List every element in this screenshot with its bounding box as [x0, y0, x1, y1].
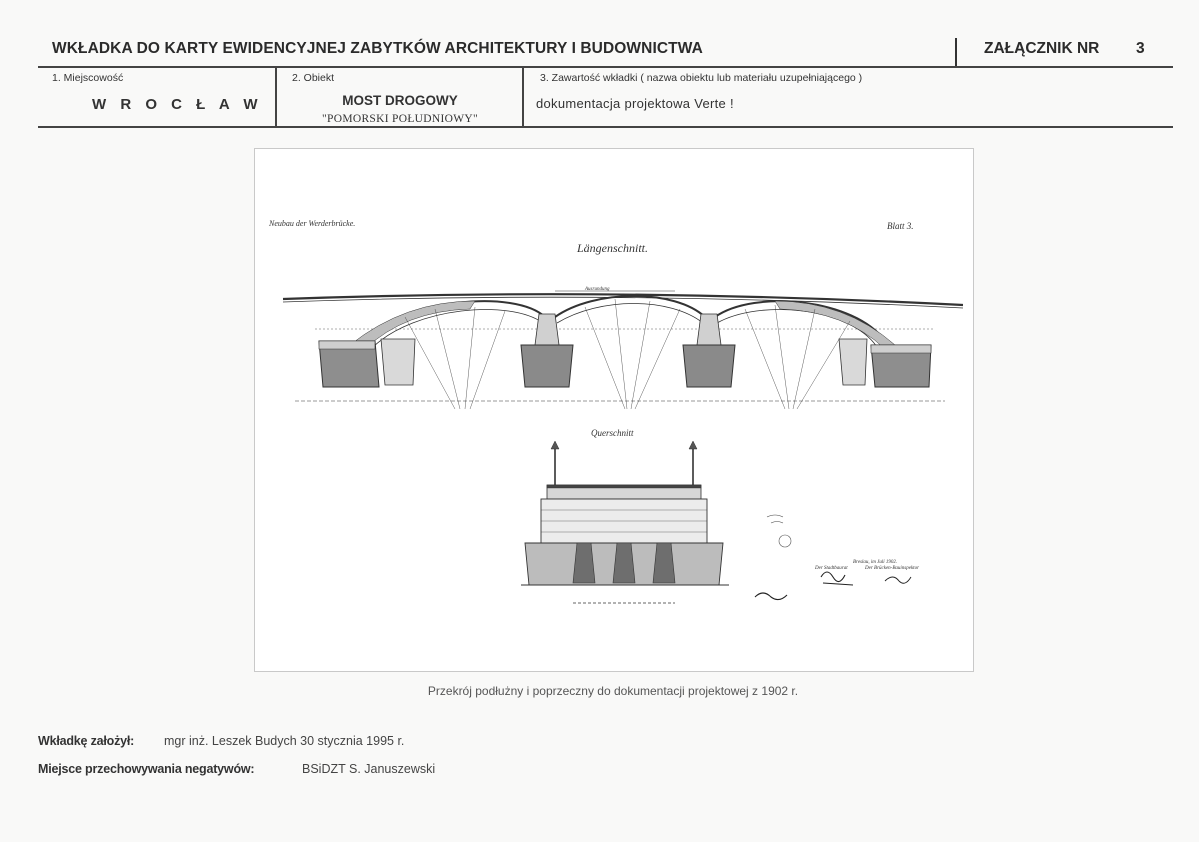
negatives-label: Miejsce przechowywania negatywów:: [38, 762, 255, 776]
object-label: 2. Obiekt: [292, 72, 335, 84]
founder-label: Wkładkę założył:: [38, 734, 135, 748]
locality-label: 1. Miejscowość: [52, 72, 124, 84]
object-subtitle: "POMORSKI POŁUDNIOWY": [322, 113, 478, 125]
longitudinal-title: Längenschnitt.: [577, 241, 648, 255]
deck-label: Ausrundung: [585, 287, 610, 292]
bridge-drawing-svg: [255, 149, 973, 671]
signature-mark: [885, 577, 911, 583]
field-divider-1: [275, 67, 277, 127]
drawing-caption: Przekrój podłużny i poprzeczny do dokumentacji projektowej z 1902 r.: [427, 684, 799, 698]
locality-value: W R O C Ł A W: [92, 96, 263, 113]
longitudinal-section: [283, 287, 963, 409]
field-divider-2: [522, 67, 524, 127]
header-rule: [38, 66, 1173, 68]
signature-block: [755, 515, 919, 600]
annex-label: ZAŁĄCZNIK NR: [984, 40, 1100, 57]
signature-place: Breslau, im Juli 1902.: [853, 560, 898, 565]
object-value: MOST DROGOWY: [342, 93, 458, 108]
stamp-mark: [779, 535, 791, 547]
cross-section: [521, 441, 729, 603]
signature-role-left: Der Stadtbaurat: [815, 566, 848, 571]
drawing-header-left: Neubau der Werderbrücke.: [269, 219, 356, 228]
annex-number: 3: [1136, 40, 1145, 57]
cross-section-title: Querschnitt: [591, 428, 634, 438]
header-divider: [955, 38, 957, 68]
document-title: WKŁADKA DO KARTY EWIDENCYJNEJ ZABYTKÓW ARCHITEKTURY I BUDOWNICTWA: [52, 40, 703, 57]
signature-mark: [755, 593, 787, 600]
founder-value: mgr inż. Leszek Budych 30 stycznia 1995 r.: [164, 734, 405, 748]
signature-role-right: Der Brücken-Bauinspektor: [865, 566, 920, 571]
contents-label: 3. Zawartość wkładki ( nazwa obiektu lub materiału uzupełniającego ): [540, 72, 863, 84]
fields-rule: [38, 126, 1173, 128]
contents-value: dokumentacja projektowa Verte !: [536, 96, 734, 111]
bridge-drawing: [254, 148, 974, 672]
negatives-value: BSiDZT S. Januszewski: [302, 762, 436, 776]
drawing-header-right: Blatt 3.: [887, 221, 914, 231]
signature-mark: [821, 572, 853, 585]
annotation-mark: [767, 515, 783, 523]
